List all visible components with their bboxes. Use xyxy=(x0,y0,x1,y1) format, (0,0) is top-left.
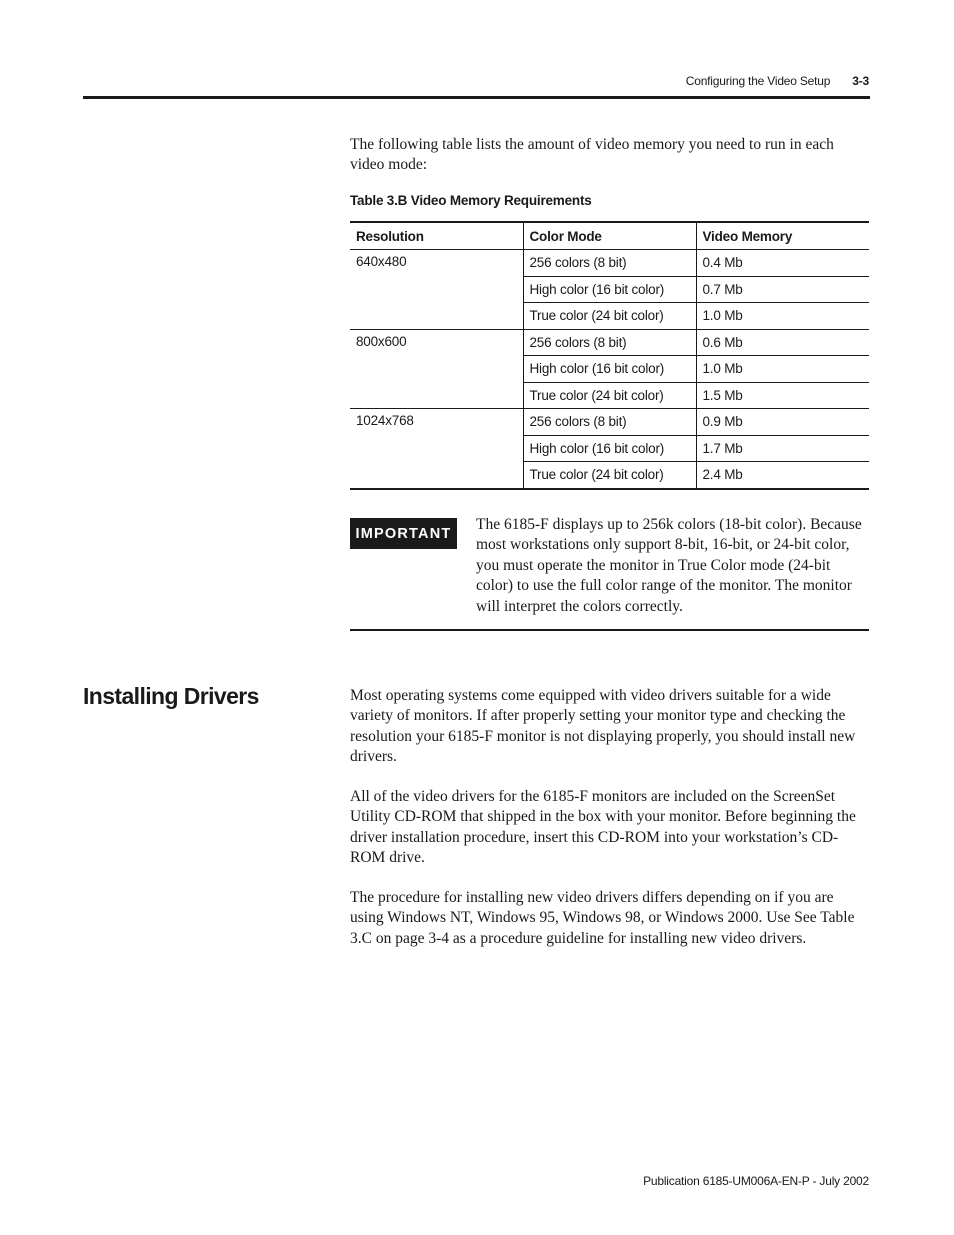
section-heading: Installing Drivers xyxy=(83,683,259,709)
table-header-row xyxy=(350,222,869,250)
color-mode-cell: True color (24 bit color) xyxy=(523,303,696,330)
video-memory-cell: 1.0 Mb xyxy=(696,356,869,383)
color-mode-cell: True color (24 bit color) xyxy=(523,382,696,409)
color-mode-cell: High color (16 bit color) xyxy=(523,435,696,462)
video-memory-cell: 0.9 Mb xyxy=(696,409,869,436)
color-mode-cell: High color (16 bit color) xyxy=(523,276,696,303)
resolution-cell: 1024x768 xyxy=(350,409,523,489)
color-mode-cell: 256 colors (8 bit) xyxy=(523,409,696,436)
resolution-cell: 640x480 xyxy=(350,250,523,330)
column-header-resolution: Resolution xyxy=(350,222,523,250)
table-caption: Table 3.B Video Memory Requirements xyxy=(350,193,592,208)
important-badge: IMPORTANT xyxy=(350,518,457,549)
header-rule xyxy=(83,96,870,99)
important-rule xyxy=(350,629,869,631)
color-mode-cell: True color (24 bit color) xyxy=(523,462,696,489)
column-header-color-mode: Color Mode xyxy=(523,222,696,250)
column-header-video-memory: Video Memory xyxy=(696,222,869,250)
video-memory-cell: 1.7 Mb xyxy=(696,435,869,462)
table-row xyxy=(350,409,869,436)
video-memory-cell: 0.4 Mb xyxy=(696,250,869,277)
video-memory-cell: 2.4 Mb xyxy=(696,462,869,489)
video-memory-cell: 0.6 Mb xyxy=(696,329,869,356)
page-number: 3-3 xyxy=(852,74,869,88)
table-row xyxy=(350,329,869,356)
body-paragraph: Most operating systems come equipped with video drivers suitable for a wide variety of monitors. If after properly setting your monitor type and checking the resolution your 6185-F monitor is not displaying properly, you should install new drivers. xyxy=(350,687,856,766)
color-mode-cell: High color (16 bit color) xyxy=(523,356,696,383)
color-mode-cell: 256 colors (8 bit) xyxy=(523,329,696,356)
table-row xyxy=(350,250,869,277)
video-memory-cell: 1.5 Mb xyxy=(696,382,869,409)
color-mode-cell: 256 colors (8 bit) xyxy=(523,250,696,277)
running-header-title: Configuring the Video Setup xyxy=(685,74,831,88)
resolution-cell: 800x600 xyxy=(350,329,523,409)
publication-footer: Publication 6185-UM006A-EN-P - July 2002 xyxy=(643,1174,869,1188)
video-memory-cell: 1.0 Mb xyxy=(696,303,869,330)
running-header xyxy=(686,74,869,88)
important-note: The 6185-F displays up to 256k colors (18-bit color). Because most workstations only support 8-bit, 16-bit, or 24-bit color, you must operate the monitor in True Color mode (24-bit color) to use the full color range of the monitor. The monitor will interpret the colors correctly. xyxy=(476,516,862,615)
body-paragraph: The procedure for installing new video drivers differs depending on if you are using Windows NT, Windows 95, Windows 98, or Windows 2000. Use See Table 3.C on page 3-4 as a procedure guideline for installing new video drivers. xyxy=(350,889,855,947)
video-memory-cell: 0.7 Mb xyxy=(696,276,869,303)
intro-paragraph: The following table lists the amount of video memory you need to run in each video mode: xyxy=(350,136,834,174)
body-paragraph: All of the video drivers for the 6185-F monitors are included on the ScreenSet Utility CD-ROM that shipped in the box with your monitor. Before beginning the driver installation procedure, insert this CD-ROM into your workstation’s CD-ROM drive. xyxy=(350,788,856,867)
video-memory-table xyxy=(350,221,869,490)
